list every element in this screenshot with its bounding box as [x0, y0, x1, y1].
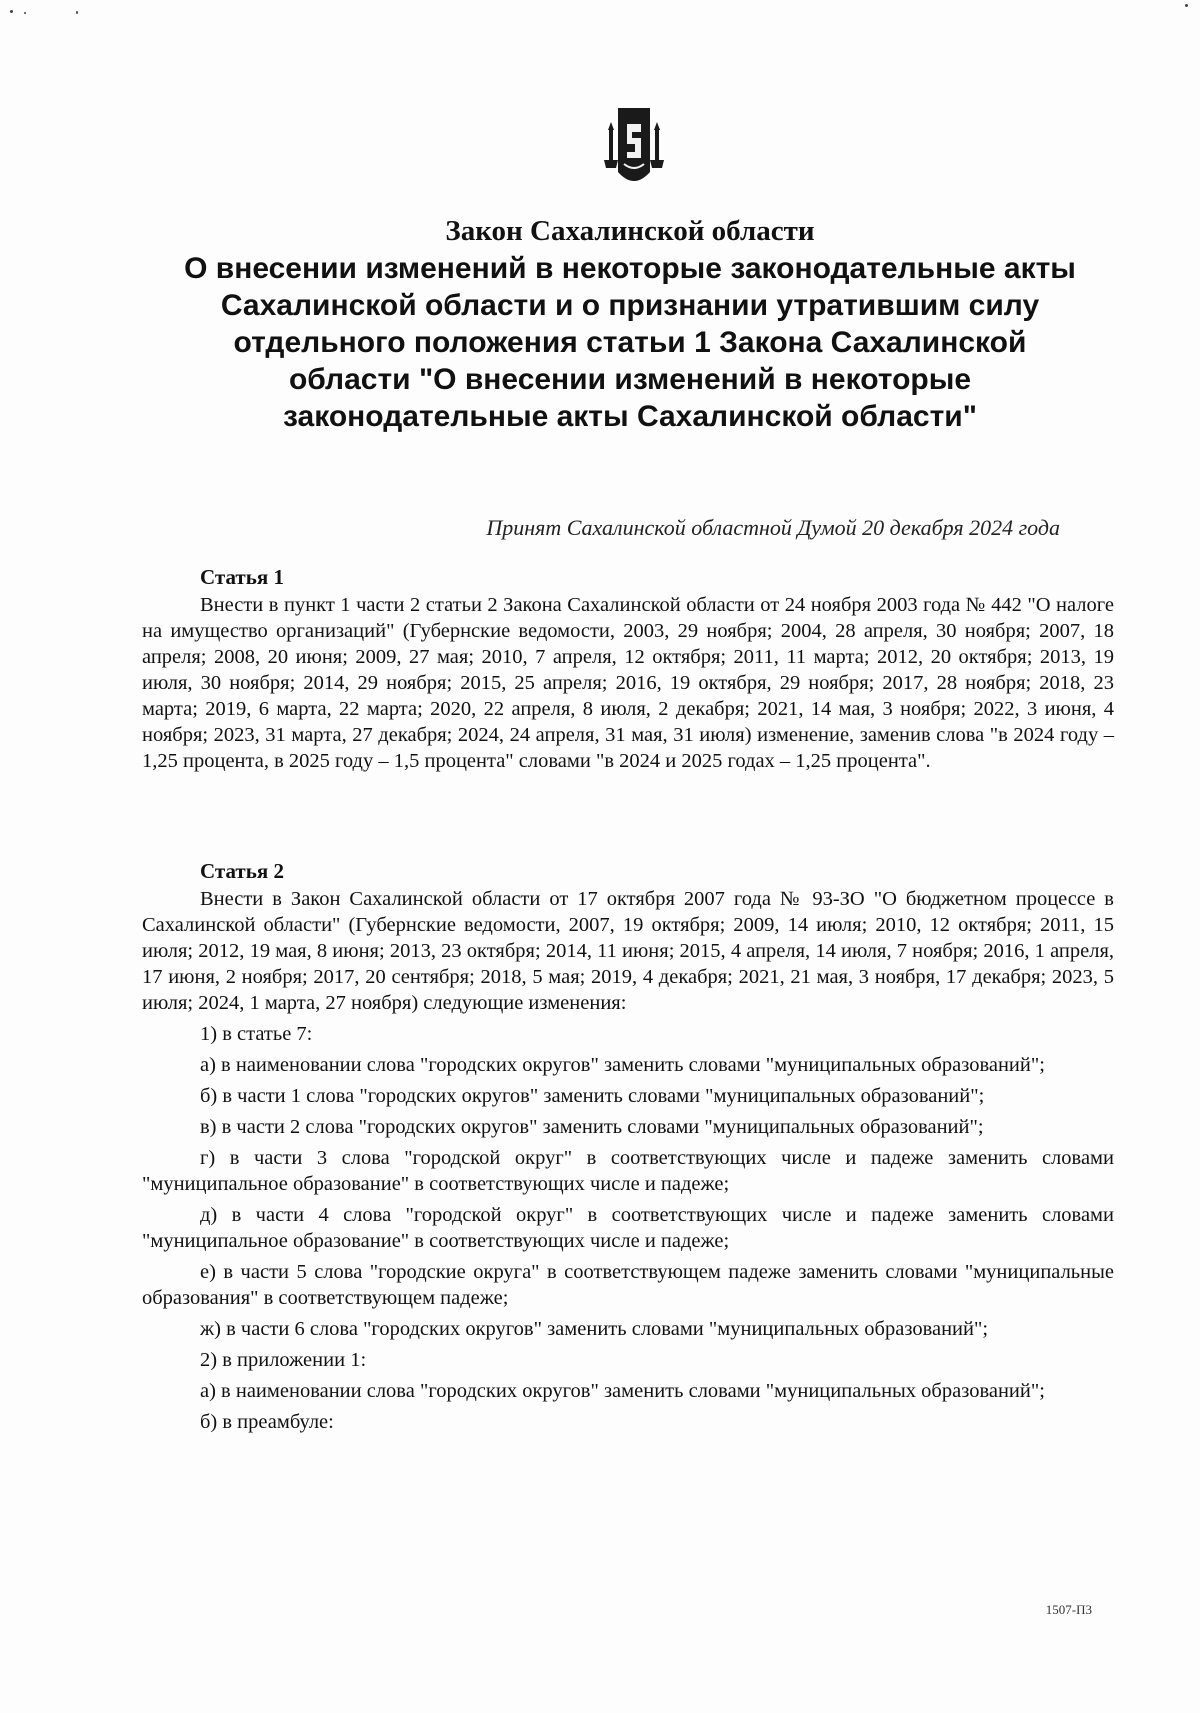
article-2 — [142, 858, 1114, 1435]
list-item: б) в преамбуле: — [200, 1411, 334, 1433]
scan-speck — [1185, 4, 1188, 7]
list-item: в) в части 2 слова "городских округов" заменить словами "муниципальных образований"; — [200, 1116, 984, 1138]
law-title-block — [140, 212, 1120, 435]
list-item: ж) в части 6 слова "городских округов" заменить словами "муниципальных образований"; — [200, 1318, 989, 1340]
scan-speck — [76, 11, 78, 14]
scan-speck — [10, 10, 13, 13]
list-item: а) в наименовании слова "городских округов" заменить словами "муниципальных образований"; — [200, 1054, 1045, 1076]
law-title-main: О внесении изменений в некоторые законодательные акты Сахалинской области и о признании утратившим силу отдельного положения статьи 1 Закона Сахалинской области "О внесении изменений в некоторые законодательные акты Сахалинской области" — [184, 252, 1076, 433]
article-2-text: Внести в Закон Сахалинской области от 17 октября 2007 года № 93-ЗО "О бюджетном процессе в Сахалинской области" (Губернские ведомости, 2007, 19 октября; 2009, 14 июля; 2010, 12 октября; 2011, 15 июля; 2012, 19 мая, 8 июня; 2013, 23 октября; 2014, 11 июня; 2015, 4 апреля, 14 июля, 7 ноября; 2016, 1 апреля, 17 июня, 2 ноября; 2017, 20 сентября; 2018, 5 мая; 2019, 4 декабря; 2021, 21 мая, 3 ноября, 17 декабря; 2023, 5 июля; 2024, 1 марта, 27 ноября) следующие изменения: — [142, 888, 1114, 1014]
document-code: 1507-П3 — [1045, 1602, 1092, 1617]
sakhalin-coat-of-arms-icon — [596, 102, 672, 194]
scan-speck — [24, 12, 26, 14]
list-item: 1) в статье 7: — [200, 1023, 313, 1045]
article-1-text: Внести в пункт 1 части 2 статьи 2 Закона Сахалинской области от 24 ноября 2003 года № 442 "О налоге на имущество организаций" (Губернские ведомости, 2003, 29 ноября; 2004, 28 апреля, 30 ноября; 2007, 18 апреля; 2008, 20 июня; 2009, 27 мая; 2010, 7 апреля, 12 октября; 2011, 11 марта; 2012, 20 октября; 2013, 19 июля, 30 ноября; 2014, 29 ноября; 2015, 25 апреля; 2016, 19 октября, 29 ноября; 2017, 28 ноября; 2018, 23 марта; 2019, 6 марта, 22 марта; 2020, 22 апреля, 8 июля, 2 декабря; 2021, 14 мая, 3 ноября; 2022, 3 июня, 4 ноября; 2023, 31 марта, 27 декабря; 2024, 24 апреля, 31 мая, 31 июля) изменение, заменив слова "в 2024 году – 1,25 процента, в 2025 году – 1,5 процента" словами "в 2024 и 2025 годах – 1,25 процента". — [142, 594, 1114, 772]
adoption-note: Принят Сахалинской областной Думой 20 декабря 2024 года — [486, 515, 1060, 540]
list-item: г) в части 3 слова "городской округ" в соответствующих числе и падеже заменить словами "муниципальное образование" в соответствующих числе и падеже; — [142, 1147, 1114, 1195]
article-2-heading: Статья 2 — [200, 859, 284, 883]
list-item: д) в части 4 слова "городской округ" в соответствующих числе и падеже заменить словами "муниципальное образование" в соответствующих числе и падеже; — [142, 1204, 1114, 1252]
article-1 — [142, 564, 1114, 774]
list-item: е) в части 5 слова "городские округа" в соответствующем падеже заменить словами "муниципальные образования" в соответствующем падеже; — [142, 1261, 1114, 1309]
list-item: б) в части 1 слова "городских округов" заменить словами "муниципальных образований"; — [200, 1085, 985, 1107]
list-item: 2) в приложении 1: — [200, 1349, 367, 1371]
list-item: а) в наименовании слова "городских округов" заменить словами "муниципальных образований"; — [200, 1380, 1045, 1402]
article-1-heading: Статья 1 — [200, 565, 284, 589]
law-title-heading: Закон Сахалинской области — [445, 215, 815, 247]
